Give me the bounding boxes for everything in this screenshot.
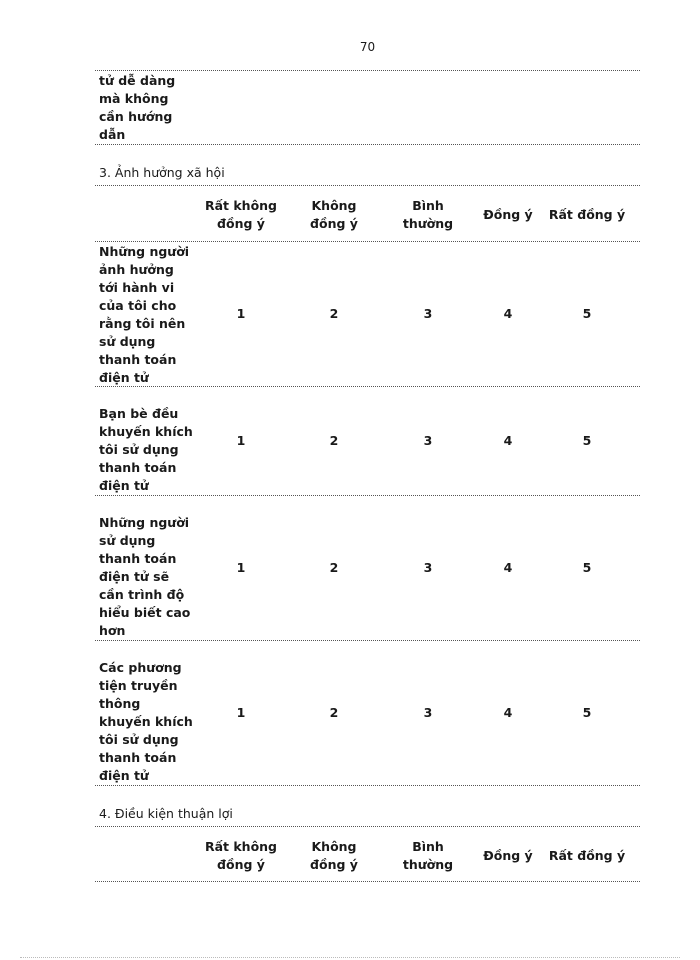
column-header-strongly-disagree: Rất không đồng ý	[204, 198, 278, 231]
rating-cell: 5	[582, 306, 592, 321]
column-header-strongly-agree: Rất đồng ý	[548, 848, 626, 863]
rating-cell: 5	[582, 705, 592, 720]
continuation-text: tử dễ dàng mà không cần hướng dẫn	[99, 73, 176, 142]
column-header-strongly-disagree: Rất không đồng ý	[204, 839, 278, 872]
column-header-neutral: Bình thường	[402, 198, 454, 231]
rating-cell: 2	[329, 306, 339, 321]
divider	[95, 785, 640, 786]
page-bottom-edge	[20, 957, 680, 958]
rating-cell: 2	[329, 433, 339, 448]
rating-cell: 2	[329, 705, 339, 720]
rating-cell: 1	[236, 560, 246, 575]
rating-cell: 2	[329, 560, 339, 575]
divider	[95, 70, 640, 71]
rating-cell: 4	[503, 433, 513, 448]
divider	[95, 144, 640, 145]
column-header-agree: Đồng ý	[483, 207, 533, 222]
rating-cell: 1	[236, 433, 246, 448]
rating-cell: 3	[423, 306, 433, 321]
row-label: Các phương tiện truyền thông khuyến khích tôi sử dụng thanh toán điện tử	[99, 660, 193, 783]
column-header-disagree: Không đồng ý	[310, 198, 358, 231]
rating-cell: 5	[582, 433, 592, 448]
rating-cell: 3	[423, 560, 433, 575]
section-title-facilitating-conditions: 4. Điều kiện thuận lợi	[99, 806, 233, 821]
divider	[95, 881, 640, 882]
divider	[95, 640, 640, 641]
divider	[95, 826, 640, 827]
column-header-agree: Đồng ý	[483, 848, 533, 863]
row-label: Những người ảnh hưởng tới hành vi của tôi cho rằng tôi nên sử dụng thanh toán điện tử	[99, 244, 190, 385]
section-title-social-influence: 3. Ảnh hưởng xã hội	[99, 165, 225, 180]
rating-cell: 1	[236, 306, 246, 321]
rating-cell: 3	[423, 705, 433, 720]
rating-cell: 4	[503, 306, 513, 321]
divider	[95, 185, 640, 186]
divider	[95, 241, 640, 242]
rating-cell: 4	[503, 560, 513, 575]
divider	[95, 386, 640, 387]
divider	[95, 495, 640, 496]
column-header-neutral: Bình thường	[402, 839, 454, 872]
row-label: Những người sử dụng thanh toán điện tử sẽ cần trình độ hiểu biết cao hơn	[99, 515, 191, 638]
row-label: Bạn bè đều khuyến khích tôi sử dụng thanh toán điện tử	[99, 406, 193, 493]
column-header-disagree: Không đồng ý	[310, 839, 358, 872]
rating-cell: 3	[423, 433, 433, 448]
page-number: 70	[359, 40, 376, 54]
rating-cell: 4	[503, 705, 513, 720]
rating-cell: 5	[582, 560, 592, 575]
rating-cell: 1	[236, 705, 246, 720]
column-header-strongly-agree: Rất đồng ý	[548, 207, 626, 222]
